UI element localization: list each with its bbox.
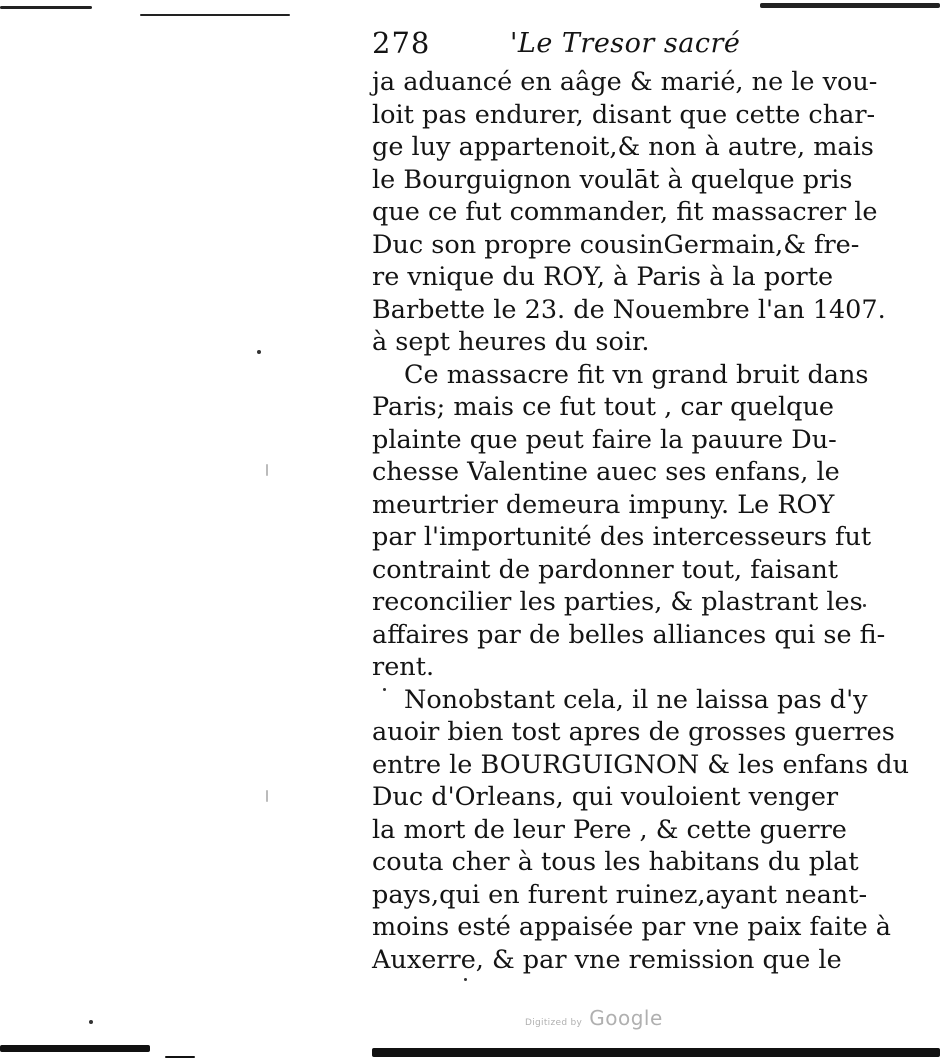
scan-edge-top-left: [0, 6, 92, 9]
text-line: Paris; mais ce fut tout , car quelque: [372, 392, 834, 422]
text-line: Barbette le 23. de Nouembre l'an 1407.: [372, 294, 886, 325]
text-line: entre le BOURGUIGNON & les enfans du: [372, 749, 910, 780]
text-line: que ce fut commander, fit massacrer le: [372, 197, 878, 227]
text-line: ge luy appartenoit,& non à autre, mais: [372, 132, 874, 162]
text-line: pays,qui en furent ruinez,ayant neant-: [372, 879, 868, 910]
margin-speck: [464, 978, 467, 981]
body-text: [372, 66, 910, 976]
watermark-prefix: Digitized by: [525, 1018, 583, 1028]
margin-speck: [266, 790, 268, 802]
text-line: par l'importunité des intercesseurs fut: [372, 522, 872, 552]
text-line: la mort de leur Pere , & cette guerre: [372, 814, 847, 845]
running-header: [372, 26, 792, 66]
text-line: contraint de pardonner tout, faisant: [372, 554, 839, 585]
paragraph-3: [372, 684, 910, 977]
running-title: 'Le Tresor sacré: [510, 28, 741, 59]
page-number: 278: [372, 26, 431, 60]
text-line: ja aduancé en aâge & marié, ne le vou-: [372, 67, 878, 97]
text-line: moins esté appaisée par vne paix faite à: [372, 912, 891, 942]
scan-edge-bottom-short: [165, 1056, 195, 1058]
text-line: Nonobstant cela, il ne laissa pas d'y: [404, 684, 868, 715]
text-line: re vnique du ROY, à Paris à la porte: [372, 262, 834, 292]
scan-edge-top-right: [760, 3, 940, 8]
text-line: le Bourguignon voulāt à quelque pris: [372, 164, 853, 195]
scan-edge-top-mid: [140, 14, 290, 16]
margin-speck: [257, 350, 261, 354]
paragraph-2: [372, 359, 886, 684]
text-line: affaires par de belles alliances qui se fi-: [372, 619, 886, 650]
text-line: couta cher à tous les habitans du plat: [372, 847, 859, 877]
text-line: plainte que peut faire la pauure Du-: [372, 424, 837, 455]
text-line: chesse Valentine auec ses enfans, le: [372, 457, 840, 487]
text-line: rent.: [372, 652, 435, 682]
text-line: Auxerre, & par vne remission que le: [372, 944, 842, 975]
text-line: loit pas endurer, disant que cette char-: [372, 99, 876, 130]
paragraph-1: [372, 66, 886, 359]
scan-edge-bottom-left: [0, 1045, 150, 1052]
text-line: meurtrier demeura impuny. Le ROY: [372, 489, 835, 520]
margin-speck: [266, 464, 268, 476]
text-line: auoir bien tost apres de grosses guerres: [372, 717, 895, 747]
text-line: reconcilier les parties, & plastrant les: [372, 587, 863, 617]
text-line: Duc d'Orleans, qui vouloient venger: [372, 782, 839, 812]
margin-speck: [863, 604, 866, 607]
watermark-brand: Google: [589, 1006, 663, 1030]
text-line: à sept heures du soir.: [372, 327, 650, 357]
text-line: Ce massacre fit vn grand bruit dans: [404, 359, 869, 390]
google-watermark: [525, 1006, 663, 1030]
text-line: Duc son propre cousinGermain,& fre-: [372, 229, 860, 260]
scan-edge-bottom-right: [372, 1048, 940, 1057]
margin-speck: [89, 1020, 93, 1024]
